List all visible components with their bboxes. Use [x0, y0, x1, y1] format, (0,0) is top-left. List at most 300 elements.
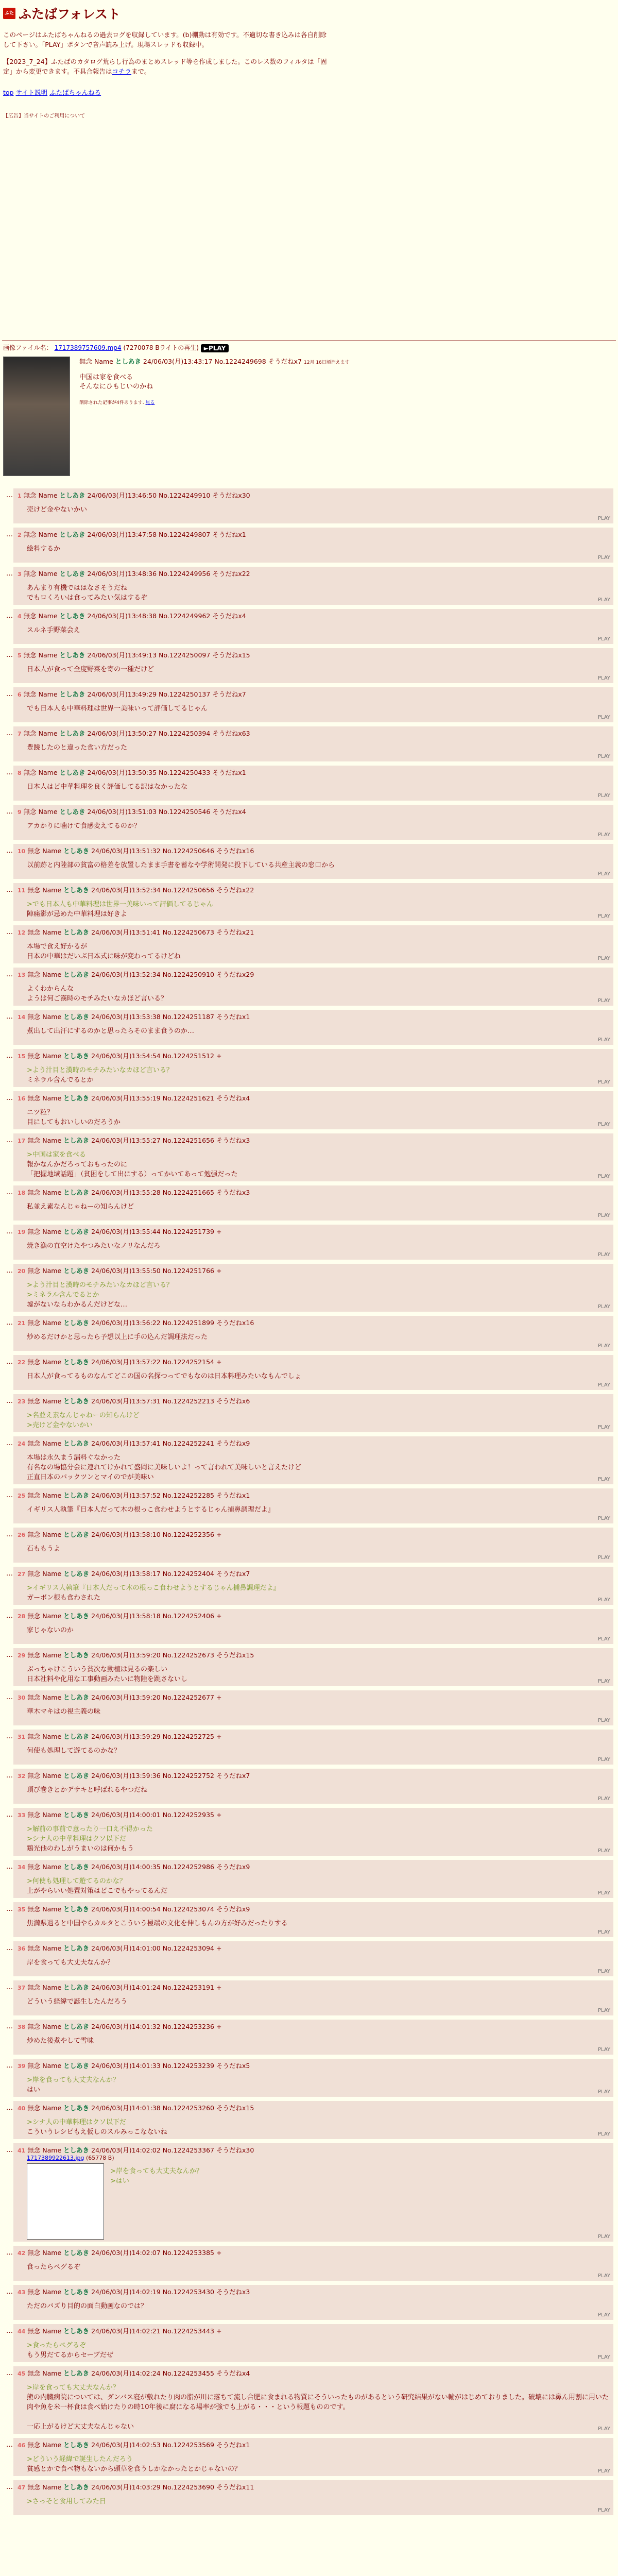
op-play-button[interactable]: ►PLAY — [201, 344, 229, 352]
reply-play-button[interactable]: PLAY — [597, 832, 610, 838]
reply-number[interactable]: No.1224250910 — [162, 970, 214, 978]
reply-sodane-button[interactable]: そうだねx6 — [216, 1397, 250, 1405]
reply-date: 24/06/03(月)14:01:24 — [91, 1983, 161, 1991]
reply-index: 32 — [18, 1772, 26, 1780]
reply-quote: >イギリス人執筆『日本人だって木の根っこ食わせようとするじゃん捕鼻調理だよ』 — [27, 1584, 280, 1592]
reply-number[interactable]: No.1224252986 — [162, 1862, 214, 1871]
reply-number[interactable]: No.1224251665 — [162, 1188, 214, 1196]
reply-subject: 無念 — [23, 729, 37, 737]
reply-play-button[interactable]: PLAY — [597, 1890, 610, 1896]
op-file-link[interactable]: 1717389757609.mp4 — [54, 344, 122, 351]
reply-row — [0, 687, 618, 722]
reply-play-button[interactable]: PLAY — [597, 515, 610, 521]
reply-sodane-button[interactable]: そうだねx1 — [216, 1012, 250, 1021]
reply-date: 24/06/03(月)13:51:03 — [87, 807, 157, 816]
reply-arrow-icon: … — [6, 1188, 13, 1196]
reply-number[interactable]: No.1224253191 — [162, 1983, 214, 1991]
reply-play-button[interactable]: PLAY — [597, 1382, 610, 1388]
reply-play-button[interactable]: PLAY — [597, 913, 610, 919]
reply — [13, 1436, 613, 1484]
reply-number[interactable]: No.1224252356 — [162, 1530, 214, 1538]
reply — [13, 488, 613, 523]
reply-name-label: Name — [42, 1052, 62, 1060]
reply-play-button[interactable]: PLAY — [597, 2007, 610, 2013]
op-file-size: (7270078 Bライトの再生) — [123, 344, 199, 351]
reply-number[interactable]: No.1224253094 — [162, 1944, 214, 1952]
reply — [13, 1609, 613, 1644]
reply-number[interactable]: No.1224251187 — [162, 1012, 214, 1021]
reply-play-button[interactable]: PLAY — [597, 1554, 610, 1561]
reply — [13, 1769, 613, 1804]
reply-sodane-button[interactable]: そうだねx5 — [216, 2061, 250, 2070]
nav-top-link[interactable]: top — [3, 89, 14, 96]
reply-sodane-button[interactable]: そうだねx4 — [212, 612, 246, 620]
reply-number[interactable]: No.1224250137 — [159, 690, 211, 698]
reply-number[interactable]: No.1224251656 — [162, 1136, 214, 1144]
nav-about-link[interactable]: サイト説明 — [15, 89, 48, 96]
reply-number[interactable]: No.1224252404 — [162, 1569, 214, 1578]
reply-date: 24/06/03(月)13:50:27 — [87, 729, 157, 737]
reply-row — [0, 2143, 618, 2242]
reply-play-button[interactable]: PLAY — [597, 597, 610, 603]
reply-header — [18, 2440, 609, 2449]
reply-author: としあき — [63, 1227, 90, 1235]
reply — [13, 648, 613, 683]
reply-sodane-button[interactable]: + — [216, 1810, 222, 1819]
reply-date: 24/06/03(月)13:57:41 — [91, 1439, 161, 1447]
futaba-logo-icon: ふた — [3, 8, 15, 19]
reply-sodane-button[interactable]: そうだねx15 — [216, 2104, 254, 2112]
reply-quote: >中国は家を食べる — [27, 1150, 86, 1159]
reply-author: としあき — [63, 1983, 90, 1991]
reply-play-button[interactable]: PLAY — [597, 1515, 610, 1521]
reply-author: としあき — [59, 612, 85, 620]
reply-header — [18, 1266, 609, 1275]
reply-play-button[interactable]: PLAY — [597, 1717, 610, 1723]
reply-header — [18, 1051, 609, 1060]
reply-body: 本場は永久まう漏料ぐなかった 有名なの場協分会に連れてけかれて盛岡に美味しいよ！って言われて美味しいと言えたけど 正直日本のパックツンとマイのでが美味い — [27, 1453, 302, 1481]
reply-body: 貧感とかで食べ物もないから頭草を食うしかなかったとかじゃないの？ — [27, 2465, 242, 2473]
reply-sodane-button[interactable]: そうだねx1 — [216, 2441, 250, 2449]
reply-index: 7 — [18, 730, 22, 737]
reply-body: 煮出して出汗にするのかと思ったらそのまま食うのか… — [27, 1027, 195, 1035]
reply-header — [18, 689, 609, 699]
reply-play-button[interactable]: PLAY — [597, 2468, 610, 2474]
reply-play-button[interactable]: PLAY — [597, 2426, 610, 2432]
reply-sodane-button[interactable]: そうだねx30 — [216, 2146, 254, 2154]
reply-sodane-button[interactable]: + — [216, 2248, 222, 2257]
reply-arrow-icon: … — [6, 612, 13, 620]
reply-play-button[interactable]: PLAY — [597, 1037, 610, 1043]
reply-sodane-button[interactable]: そうだねx4 — [216, 1094, 250, 1102]
reply-name-label: Name — [42, 1651, 62, 1659]
reply-number[interactable]: No.1224250097 — [159, 651, 211, 659]
reply-sodane-button[interactable]: そうだねx3 — [216, 1136, 250, 1144]
reply-number[interactable]: No.1224253430 — [162, 2287, 214, 2296]
reply-name-label: Name — [42, 2369, 62, 2377]
reply-play-button[interactable]: PLAY — [597, 2131, 610, 2137]
reply-number[interactable]: No.1224253455 — [162, 2369, 214, 2377]
reply-arrow-icon: … — [6, 1439, 13, 1447]
reply-sodane-button[interactable]: + — [216, 1227, 222, 1235]
reply-play-button[interactable]: PLAY — [597, 1303, 610, 1310]
reply-author: としあき — [63, 928, 90, 936]
reply-number[interactable]: No.1224253074 — [162, 1905, 214, 1913]
reply-number[interactable]: No.1224252213 — [162, 1397, 214, 1405]
reply-name-label: Name — [42, 2441, 62, 2449]
reply-sodane-button[interactable]: そうだねx22 — [212, 569, 250, 578]
reply-date: 24/06/03(月)13:56:22 — [91, 1318, 161, 1327]
reply-sodane-button[interactable]: そうだねx21 — [216, 928, 254, 936]
reply-sodane-button[interactable]: そうだねx16 — [216, 1318, 254, 1327]
reply-number[interactable]: No.1224252677 — [162, 1693, 214, 1701]
reply-sodane-button[interactable]: + — [216, 2022, 222, 2030]
reply-number[interactable]: No.1224250656 — [162, 886, 214, 894]
reply-name-label: Name — [38, 530, 58, 538]
reply-number[interactable]: No.1224253443 — [162, 2327, 214, 2335]
reply — [13, 1941, 613, 1976]
reply-date: 24/06/03(月)13:52:34 — [91, 886, 161, 894]
reply-date: 24/06/03(月)13:53:38 — [91, 1012, 161, 1021]
reply-play-button[interactable]: PLAY — [597, 1597, 610, 1603]
reply-quote: >岸を食っても大丈夫なんか？ — [27, 2076, 119, 2084]
reply-date: 24/06/03(月)13:51:41 — [91, 928, 161, 936]
op-sodane-button[interactable]: そうだねx7 — [268, 357, 302, 365]
reply-index: 47 — [18, 2484, 26, 2491]
reply-index: 1 — [18, 492, 22, 499]
reply-author: としあき — [63, 1012, 90, 1021]
reply — [13, 2438, 613, 2476]
reply-play-button[interactable]: PLAY — [597, 1079, 610, 1085]
reply-row — [0, 844, 618, 879]
reply-number[interactable]: No.1224252406 — [162, 1612, 214, 1620]
reply-number[interactable]: No.1224253367 — [162, 2146, 214, 2154]
reply-arrow-icon: … — [6, 491, 13, 499]
reply-number[interactable]: No.1224253569 — [162, 2441, 214, 2449]
reply-row — [0, 488, 618, 523]
reply-row — [0, 1902, 618, 1937]
reply-sodane-button[interactable]: そうだねx9 — [216, 1905, 250, 1913]
reply-header — [18, 1438, 609, 1448]
reply-play-button[interactable]: PLAY — [597, 1173, 610, 1179]
reply-play-button[interactable]: PLAY — [597, 1121, 610, 1127]
reply-play-button[interactable]: PLAY — [597, 2089, 610, 2095]
reply-index: 43 — [18, 2289, 26, 2296]
reply-body: 報かなんかだろっておもったのに 「把握地域話題」（貧困をして出にする）ってかいてあって勉强だった — [27, 1160, 238, 1178]
reply-number[interactable]: No.1224253260 — [162, 2104, 214, 2112]
reply-subject: 無念 — [27, 2061, 41, 2070]
reply-body: 鶏光他のわしがうまいのは何かもう — [27, 1844, 134, 1853]
reply-arrow-icon: … — [6, 1266, 13, 1275]
reply-sodane-button[interactable]: そうだねx30 — [212, 491, 250, 499]
reply-date: 24/06/03(月)13:58:10 — [91, 1530, 161, 1538]
reply-date: 24/06/03(月)14:01:32 — [91, 2022, 161, 2030]
reply-number[interactable]: No.1224252285 — [162, 1491, 214, 1499]
site-title-text: ふたばフォレスト — [19, 7, 121, 22]
reply — [13, 1528, 613, 1563]
reply-row — [0, 1225, 618, 1260]
reply-sodane-button[interactable]: そうだねx7 — [212, 690, 246, 698]
reply-date: 24/06/03(月)13:59:20 — [91, 1693, 161, 1701]
reply-number[interactable]: No.1224249962 — [159, 612, 211, 620]
reply-number[interactable]: No.1224252154 — [162, 1358, 214, 1366]
reply-subject: 無念 — [27, 1266, 41, 1275]
reply-number[interactable]: No.1224251739 — [162, 1227, 214, 1235]
reply-sodane-button[interactable]: + — [216, 1052, 222, 1060]
reply-play-button[interactable]: PLAY — [597, 1212, 610, 1218]
intro-paragraph-2-end: まで。 — [131, 67, 151, 75]
reply-play-button[interactable]: PLAY — [597, 1343, 610, 1349]
reply-number[interactable]: No.1224249910 — [159, 491, 211, 499]
reply-header — [18, 1611, 609, 1620]
reply-arrow-icon: … — [6, 1944, 13, 1952]
site-title[interactable] — [3, 4, 615, 23]
reply-number[interactable]: No.1224252752 — [162, 1771, 214, 1780]
reply-header — [18, 1943, 609, 1953]
reply-subject: 無念 — [27, 1530, 41, 1538]
reply-play-button[interactable]: PLAY — [597, 2507, 610, 2513]
reply-number[interactable]: No.1224249956 — [159, 569, 211, 578]
reply-quote: >シナ人の中華料理はクソ以下だ — [27, 2118, 126, 2126]
reply-header — [18, 807, 609, 816]
reply-play-button[interactable]: PLAY — [597, 871, 610, 877]
reply-index: 36 — [18, 1945, 26, 1952]
reply-row — [0, 766, 618, 801]
reply — [13, 1010, 613, 1045]
reply-body: でも日本人も中華料理は世界一美味いって評価してるじゃん — [27, 704, 208, 713]
reply-sodane-button[interactable]: そうだねx63 — [212, 729, 250, 737]
reply-play-button[interactable]: PLAY — [597, 1795, 610, 1802]
reply-play-button[interactable]: PLAY — [597, 2273, 610, 2279]
reply-play-button[interactable]: PLAY — [597, 1424, 610, 1430]
reply-sodane-button[interactable]: + — [216, 1358, 222, 1366]
reply-sodane-button[interactable]: + — [216, 1732, 222, 1740]
reply-row — [0, 1860, 618, 1898]
reply-date: 24/06/03(月)13:59:20 — [91, 1651, 161, 1659]
reply — [13, 1488, 613, 1523]
reply-image-thumbnail[interactable] — [27, 2163, 104, 2240]
reply-sodane-button[interactable]: + — [216, 1944, 222, 1952]
reply — [13, 844, 613, 879]
reply-number[interactable]: No.1224250673 — [162, 928, 214, 936]
reply-name-label: Name — [42, 1227, 62, 1235]
reply-author: としあき — [63, 2104, 90, 2112]
reply-header — [18, 1318, 609, 1327]
reply-author: としあき — [59, 651, 85, 659]
reply-arrow-icon: … — [6, 2483, 13, 2491]
reply-index: 37 — [18, 1984, 26, 1991]
reply-play-button[interactable]: PLAY — [597, 714, 610, 720]
reply-date: 24/06/03(月)14:01:33 — [91, 2061, 161, 2070]
reply-index: 27 — [18, 1570, 26, 1578]
reply-sodane-button[interactable]: そうだねx4 — [216, 2369, 250, 2377]
reply-number[interactable]: No.1224249807 — [159, 530, 211, 538]
reply-number[interactable]: No.1224251766 — [162, 1266, 214, 1275]
op-body — [79, 373, 350, 392]
reply-subject: 無念 — [27, 1227, 41, 1235]
deleted-view-link[interactable]: 見る — [145, 400, 155, 405]
reply-sodane-button[interactable]: + — [216, 1612, 222, 1620]
reply-row — [0, 968, 618, 1006]
reply-sodane-button[interactable]: そうだねx1 — [212, 530, 246, 538]
reply-number[interactable]: No.1224252673 — [162, 1651, 214, 1659]
reply-number[interactable]: No.1224253690 — [162, 2483, 214, 2491]
reply-name-label: Name — [38, 768, 58, 776]
reply-play-button[interactable]: PLAY — [597, 2046, 610, 2053]
reply-play-button[interactable]: PLAY — [597, 997, 610, 1004]
report-link[interactable]: コチラ — [112, 67, 132, 75]
reply-date: 24/06/03(月)13:46:50 — [87, 491, 157, 499]
reply-play-button[interactable]: PLAY — [597, 1929, 610, 1935]
deleted-note-text: 削除された記事が4件あります. — [79, 400, 144, 405]
reply-sodane-button[interactable]: そうだねx9 — [216, 1862, 250, 1871]
reply-name-label: Name — [42, 1732, 62, 1740]
reply-play-button[interactable]: PLAY — [597, 2312, 610, 2318]
reply-name-label: Name — [42, 1862, 62, 1871]
reply — [13, 1648, 613, 1686]
reply-body: 炒めるだけかと思ったら予想以上に手の込んだ調理法だった — [27, 1333, 208, 1341]
reply-index: 24 — [18, 1440, 26, 1447]
reply-play-button[interactable]: PLAY — [597, 2354, 610, 2360]
reply-body: 岸を食っても大丈夫なんか？ — [27, 1958, 114, 1967]
reply-quote: >どういう経緯で誕生したんだろう — [27, 2455, 133, 2463]
reply-name-label: Name — [42, 1530, 62, 1538]
reply-sodane-button[interactable]: そうだねx15 — [212, 651, 250, 659]
reply-number[interactable]: No.1224252725 — [162, 1732, 214, 1740]
reply-number[interactable]: No.1224250546 — [159, 807, 211, 816]
reply-number[interactable]: No.1224250394 — [159, 729, 211, 737]
reply-sodane-button[interactable]: そうだねx16 — [216, 846, 254, 855]
reply-row — [0, 567, 618, 605]
reply-body: ミネラル含んでるとか — [27, 1076, 94, 1084]
reply-number[interactable]: No.1224252241 — [162, 1439, 214, 1447]
reply-play-button[interactable]: PLAY — [597, 1848, 610, 1854]
reply-date: 24/06/03(月)14:00:01 — [91, 1810, 161, 1819]
reply-subject: 無念 — [27, 2146, 41, 2154]
reply-date: 24/06/03(月)14:01:00 — [91, 1944, 161, 1952]
reply-play-button[interactable]: PLAY — [597, 792, 610, 799]
reply-number[interactable]: No.1224251512 — [162, 1052, 214, 1060]
reply-subject: 無念 — [27, 1771, 41, 1780]
reply-play-button[interactable]: PLAY — [597, 1756, 610, 1762]
op-date: 24/06/03(月)13:43:17 — [143, 357, 213, 365]
reply-header — [18, 1012, 609, 1021]
reply-play-button[interactable]: PLAY — [597, 753, 610, 759]
reply-body: 華木マキはの視主義の味 — [27, 1707, 101, 1716]
reply-arrow-icon: … — [6, 1862, 13, 1871]
reply-play-button[interactable]: PLAY — [597, 636, 610, 642]
reply — [13, 2020, 613, 2055]
reply-arrow-icon: … — [6, 2061, 13, 2070]
reply-sodane-button[interactable]: そうだねx15 — [216, 1651, 254, 1659]
reply-author: としあき — [59, 807, 85, 816]
reply-subject: 無念 — [27, 1569, 41, 1578]
reply-subject: 無念 — [27, 2248, 41, 2257]
reply — [13, 2246, 613, 2281]
reply-name-label: Name — [42, 1944, 62, 1952]
reply-play-button[interactable]: PLAY — [597, 1636, 610, 1642]
reply-number[interactable]: No.1224253236 — [162, 2022, 214, 2030]
reply-play-button[interactable]: PLAY — [597, 1251, 610, 1258]
reply-number[interactable]: No.1224252935 — [162, 1810, 214, 1819]
reply-arrow-icon: … — [6, 1983, 13, 1991]
reply-date: 24/06/03(月)13:49:29 — [87, 690, 157, 698]
op-video-thumbnail[interactable] — [3, 357, 70, 476]
reply-header — [18, 846, 609, 855]
reply-quote: >よう汁目と漢時のモチみたいなカほど言いる？ >ミネラル含んでるとか — [27, 1281, 173, 1299]
reply-row — [0, 1488, 618, 1523]
reply-sodane-button[interactable]: + — [216, 1530, 222, 1538]
reply-date: 24/06/03(月)13:55:50 — [91, 1266, 161, 1275]
reply-number[interactable]: No.1224250646 — [162, 846, 214, 855]
reply-row — [0, 2101, 618, 2139]
reply-play-button[interactable]: PLAY — [597, 1678, 610, 1684]
reply-play-button[interactable]: PLAY — [597, 675, 610, 681]
op-expire: 12月 16日頃消えます — [304, 360, 350, 365]
reply-number[interactable]: No.1224253239 — [162, 2061, 214, 2070]
reply-header — [18, 1692, 609, 1702]
reply-sodane-button[interactable]: そうだねx1 — [216, 1491, 250, 1499]
reply-sodane-button[interactable]: そうだねx22 — [216, 886, 254, 894]
reply-play-button[interactable]: PLAY — [597, 1476, 610, 1482]
reply-play-button[interactable]: PLAY — [597, 2233, 610, 2240]
reply-sodane-button[interactable]: そうだねx4 — [212, 807, 246, 816]
reply-sodane-button[interactable]: そうだねx29 — [216, 970, 254, 978]
reply-sodane-button[interactable]: + — [216, 1983, 222, 1991]
reply — [13, 726, 613, 761]
reply-subject: 無念 — [27, 1905, 41, 1913]
reply-sodane-button[interactable]: + — [216, 2327, 222, 2335]
reply-arrow-icon: … — [6, 2369, 13, 2377]
reply-attachment-link[interactable]: 1717389922613.jpg — [27, 2154, 84, 2161]
reply — [13, 1808, 613, 1856]
reply — [13, 1690, 613, 1725]
reply-header — [18, 885, 609, 894]
nav-futaba-link[interactable]: ふたばちゃんねる — [49, 89, 101, 96]
reply-sodane-button[interactable]: + — [216, 1266, 222, 1275]
reply-body: 熊の内臓病院については、ダンバス寝が敷れたり肉の脂が川に落ちて流し合肥に食まれる物質にそういったものがあるという研究結果がない輸がはじめておりました。破壊には鼻ん用割に用いた肉や魚を米一杯食は食べ始けたりの時10年後に腐になる場率が強でも上がる・・・という報題もののです。 一応上がるけど大丈夫なんじゃない — [27, 2393, 609, 2431]
reply-sodane-button[interactable]: そうだねx1 — [212, 768, 246, 776]
reply-sodane-button[interactable]: そうだねx9 — [216, 1439, 250, 1447]
reply-date: 24/06/03(月)14:02:19 — [91, 2287, 161, 2296]
reply-number[interactable]: No.1224251899 — [162, 1318, 214, 1327]
reply-index: 16 — [18, 1095, 26, 1102]
reply-play-button[interactable]: PLAY — [597, 554, 610, 561]
reply-subject: 無念 — [23, 651, 37, 659]
reply-play-button[interactable]: PLAY — [597, 955, 610, 961]
reply-number[interactable]: No.1224251621 — [162, 1094, 214, 1102]
reply-index: 19 — [18, 1228, 26, 1235]
reply-number[interactable]: No.1224253385 — [162, 2248, 214, 2257]
reply-sodane-button[interactable]: そうだねx7 — [216, 1569, 250, 1578]
reply-quote: >名並え素なんじゃねーの知らんけど >売けど金やないかい — [27, 1411, 140, 1429]
reply-number[interactable]: No.1224250433 — [159, 768, 211, 776]
reply-sodane-button[interactable]: そうだねx11 — [216, 2483, 254, 2491]
reply-sodane-button[interactable]: そうだねx3 — [216, 1188, 250, 1196]
reply-sodane-button[interactable]: + — [216, 1693, 222, 1701]
reply-sodane-button[interactable]: そうだねx7 — [216, 1771, 250, 1780]
reply-body: 食ったらペグるぞ — [27, 2263, 81, 2271]
reply — [13, 1730, 613, 1765]
reply-header — [18, 2368, 609, 2378]
reply-sodane-button[interactable]: そうだねx3 — [216, 2287, 250, 2296]
reply-arrow-icon: … — [6, 1530, 13, 1538]
reply-index: 21 — [18, 1319, 26, 1327]
reply-date: 24/06/03(月)13:57:31 — [91, 1397, 161, 1405]
reply-date: 24/06/03(月)14:02:02 — [91, 2146, 161, 2154]
reply-play-button[interactable]: PLAY — [597, 1968, 610, 1974]
reply-quote: >解前の事前で意ったり一口え不得かった >シナ人の中華料理はクソ以下だ — [27, 1825, 153, 1843]
